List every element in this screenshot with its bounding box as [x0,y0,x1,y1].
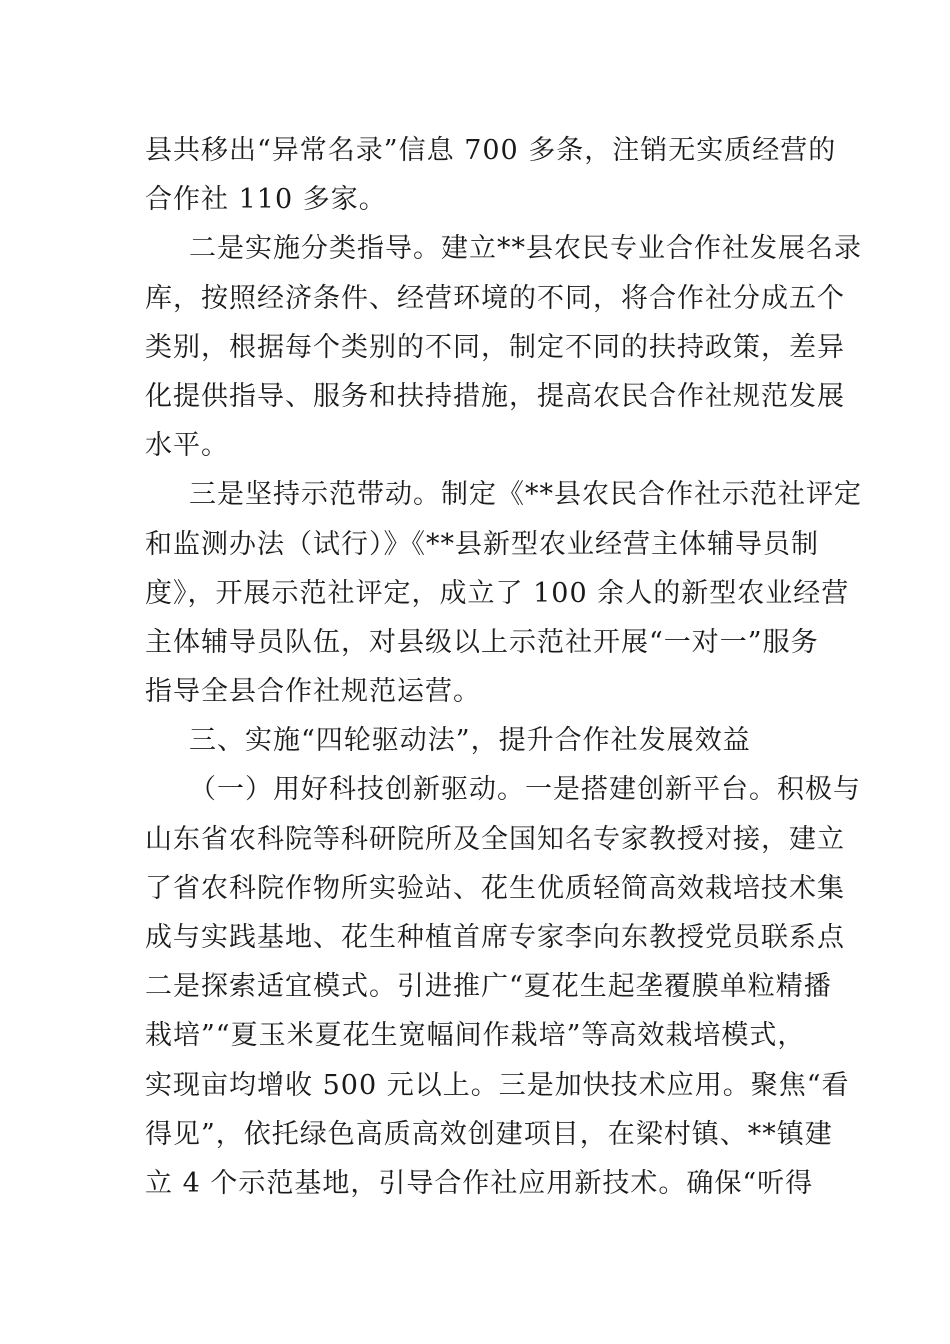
text-line: 合作社 110 多家。 [145,184,387,216]
text-line: 类别，根据每个类别的不同，制定不同的扶持政策，差异 [145,331,845,363]
text-line: 山东省农科院等科研院所及全国知名专家教授对接，建立 [145,823,845,855]
text-line: 县共移出“异常名录”信息 700 多条，注销无实质经营的 [145,135,837,166]
text-line: 了省农科院作物所实验站、花生优质轻简高效栽培技术集 [145,872,845,904]
text-line: 二是探索适宜模式。引进推广“夏花生起垄覆膜单粒精播 [145,971,832,1003]
text-line: 水平。 [145,430,229,462]
text-line: 得见”，依托绿色高质高效创建项目，在梁村镇、**镇建 [145,1118,833,1150]
text-line: 主体辅导员队伍，对县级以上示范社开展“一对一”服务 [145,626,819,658]
text-line: 库，按照经济条件、经营环境的不同，将合作社分成五个 [145,282,845,314]
text-line: 实现亩均增收 500 元以上。三是加快技术应用。聚焦“看 [145,1069,850,1101]
document-body [145,126,862,1208]
paragraph-start-line: （一）用好科技创新驱动。一是搭建创新平台。积极与 [189,774,861,806]
text-line: 化提供指导、服务和扶持措施，提高农民合作社规范发展 [145,380,845,412]
paragraph-start-line: 二是实施分类指导。建立**县农民专业合作社发展名录 [189,233,862,265]
text-line: 和监测办法（试行）》《**县新型农业经营主体辅导员制 [145,528,819,560]
section-heading: 三、实施“四轮驱动法”，提升合作社发展效益 [189,725,751,757]
paragraph-start-line: 三是坚持示范带动。制定《**县农民合作社示范社评定 [189,479,862,511]
text-line: 度》，开展示范社评定，成立了 100 余人的新型农业经营 [145,577,850,609]
text-line: 指导全县合作社规范运营。 [145,676,481,708]
text-line: 栽培”“夏玉米夏花生宽幅间作栽培”等高效栽培模式， [145,1020,806,1052]
text-line: 立 4 个示范基地，引导合作社应用新技术。确保“听得 [145,1167,814,1199]
text-line: 成与实践基地、花生种植首席专家李向东教授党员联系点 [145,922,845,953]
